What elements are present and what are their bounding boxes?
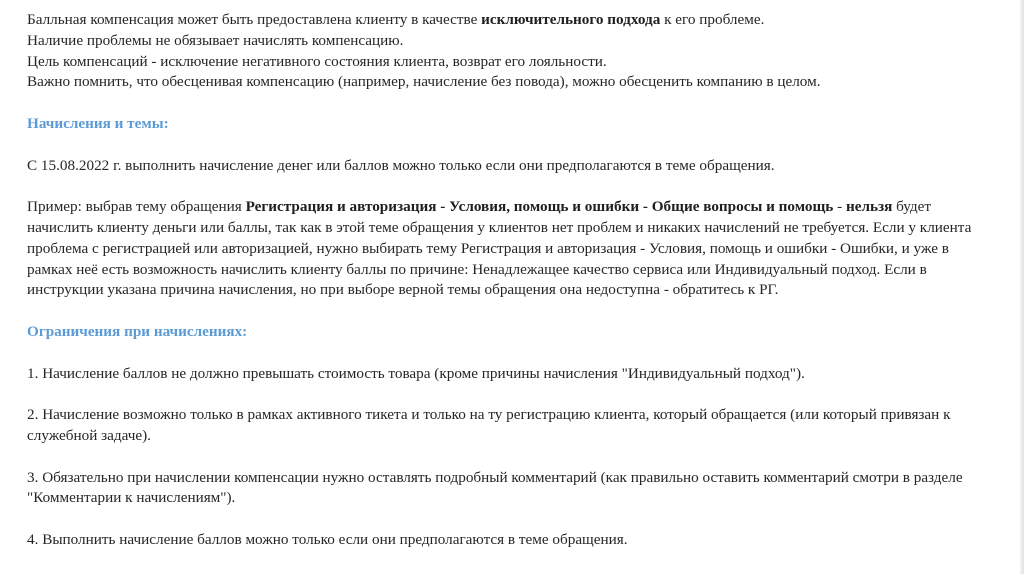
page-edge-shadow (1020, 0, 1024, 574)
limit-item-1: 1. Начисление баллов не должно превышать стоимость товара (кроме причины начисления "Индивидуальный подход"). (27, 364, 805, 382)
intro-line-1-text: Балльная компенсация может быть предоставлена клиенту в качестве (27, 11, 482, 28)
spacer (27, 301, 992, 322)
intro-line-2: Наличие проблемы не обязывает начислять компенсацию. (27, 31, 404, 49)
example-topic-bold: Регистрация и авторизация - Условия, помощь и ошибки - Общие вопросы и помощь (245, 198, 834, 216)
spacer (27, 343, 992, 364)
example-dash: - (833, 198, 846, 216)
spacer (27, 135, 992, 156)
intro-line-3: Цель компенсаций - исключение негативного состояния клиента, возврат его лояльности. (27, 52, 607, 70)
limit-item-3: 3. Обязательно при начислении компенсации нужно оставлять подробный комментарий (как правильно оставить комментарий смотри в разделе "Комментарии к начислениям"). (27, 468, 963, 507)
example-forbidden-bold: нельзя (845, 198, 893, 216)
intro-line-1-bold: исключительного подхода (481, 11, 661, 28)
example-text-start: Пример: выбрав тему обращения (27, 198, 246, 216)
section-heading-accruals: Начисления и темы: (27, 114, 169, 132)
example-text-end: будет начислить клиенту деньги или баллы, так как в этой теме обращения у клиентов нет проблем и никаких начислений не требуется. Если у клиента проблема с регистрацией или авторизацией, нужно выбирать тему Регистрация и авторизация - Условия, помощь и ошибки - Ошибки, и уже в рамках неё есть возможность начислить клиенту баллы по причине: Ненадлежащее качество сервиса или Индивидуальный подход. Если в инструкции указана причина начисления, но при выборе верной темы обращения она недоступна - обратитесь к РГ. (27, 198, 972, 299)
intro-line-1-end: к его проблеме. (660, 11, 765, 28)
spacer (27, 509, 992, 530)
spacer (27, 447, 992, 468)
section-heading-limits: Ограничения при начислениях: (27, 322, 248, 340)
spacer (27, 93, 992, 114)
spacer (27, 384, 992, 405)
spacer (27, 176, 992, 197)
example-paragraph (27, 197, 992, 301)
intro-line-4: Важно помнить, что обесценивая компенсацию (например, начисление без повода), можно обесценить компанию в целом. (27, 73, 821, 91)
document-body (27, 10, 992, 551)
limit-item-2: 2. Начисление возможно только в рамках активного тикета и только на ту регистрацию клиента, который обращается (или который привязан к служебной задаче). (27, 406, 951, 444)
limit-item-4: 4. Выполнить начисление баллов можно только если они предполагаются в теме обращения. (27, 530, 628, 548)
intro-line-1 (27, 10, 992, 31)
accrual-rule: С 15.08.2022 г. выполнить начисление денег или баллов можно только если они предполагаются в теме обращения. (27, 156, 775, 174)
